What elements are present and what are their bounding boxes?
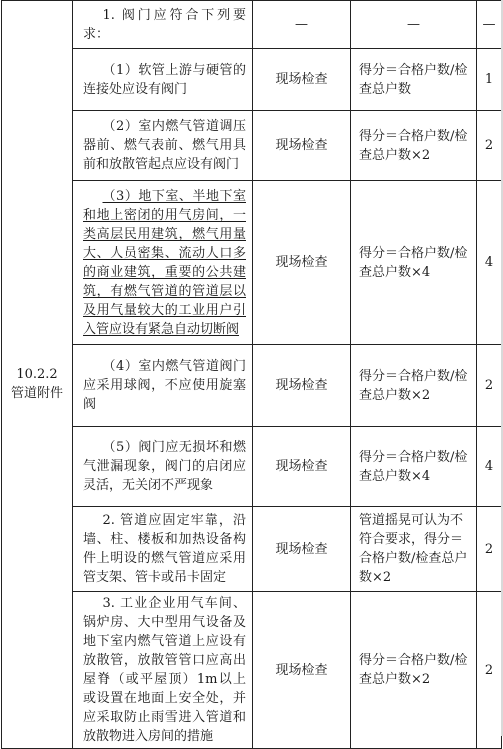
method-cell: — xyxy=(253,1,351,49)
requirement-cell: （5）阀门应无损坏和燃气泄漏现象，阀门的启闭应灵活，无关闭不严现象 xyxy=(73,427,253,507)
table-row xyxy=(2,49,502,111)
table-row xyxy=(2,1,502,49)
requirement-cell: （2）室内燃气管道调压器前、燃气表前、燃气用具前和放散管起点应设有阀门 xyxy=(73,111,253,181)
requirement-cell: 3. 工业企业用气车间、锅炉房、大中型用气设备及地下室内燃气管道上应设有放散管，放散管管口应高出屋脊（或平屋顶）1m以上或设置在地面上安全处，并应采取防止雨雪进入管道和放散物进入房间的措施 xyxy=(73,592,253,749)
table-row xyxy=(2,507,502,592)
requirement-cell: （4）室内燃气管道阀门应采用球阀，不应使用旋塞阀 xyxy=(73,345,253,427)
method-cell: 现场检查 xyxy=(253,345,351,427)
points-cell: 2 xyxy=(477,345,502,427)
requirement-cell: 1. 阀门应符合下列要求： xyxy=(73,1,253,49)
category-cell xyxy=(2,1,73,749)
points-cell: — xyxy=(477,1,502,49)
points-cell: 4 xyxy=(477,427,502,507)
requirement-cell: （3）地下室、半地下室和地上密闭的用气房间，一类高层民用建筑，燃气用量大、人员密集、流动人口多的商业建筑，重要的公共建筑，有燃气管道的管道层以及用气量较大的工业用户引入管应设有紧急自动切断阀 xyxy=(73,181,253,345)
requirement-cell: （1）软管上游与硬管的连接处应设有阀门 xyxy=(73,49,253,111)
requirement-cell: 2. 管道应固定牢靠，沿墙、柱、楼板和加热设备构件上明设的燃气管道应采用管支架、管卡或吊卡固定 xyxy=(73,507,253,592)
scoring-cell: 得分＝合格户数/检查总户数×2 xyxy=(351,111,477,181)
method-cell: 现场检查 xyxy=(253,507,351,592)
points-cell: 2 xyxy=(477,111,502,181)
table-row xyxy=(2,181,502,345)
table-row xyxy=(2,111,502,181)
table-row xyxy=(2,345,502,427)
scoring-cell: 得分＝合格户数/检查总户数×2 xyxy=(351,592,477,749)
method-cell: 现场检查 xyxy=(253,111,351,181)
category-label: 10.2.2 管道附件 xyxy=(10,366,63,401)
points-cell: 1 xyxy=(477,49,502,111)
table-row xyxy=(2,592,502,749)
scoring-cell: 管道摇晃可认为不符合要求，得分＝合格户数/检查总户数×2 xyxy=(351,507,477,592)
scoring-cell: — xyxy=(351,1,477,49)
method-cell: 现场检查 xyxy=(253,592,351,749)
table-row xyxy=(2,427,502,507)
scoring-cell: 得分＝合格户数/检查总户数 xyxy=(351,49,477,111)
scoring-cell: 得分＝合格户数/检查总户数×2 xyxy=(351,345,477,427)
scoring-cell: 得分＝合格户数/检查总户数×4 xyxy=(351,181,477,345)
points-cell: 4 xyxy=(477,181,502,345)
scoring-cell: 得分＝合格户数/检查总户数×4 xyxy=(351,427,477,507)
method-cell: 现场检查 xyxy=(253,181,351,345)
points-cell: 2 xyxy=(477,592,502,749)
inspection-table xyxy=(1,0,502,749)
method-cell: 现场检查 xyxy=(253,427,351,507)
points-cell: 2 xyxy=(477,507,502,592)
method-cell: 现场检查 xyxy=(253,49,351,111)
